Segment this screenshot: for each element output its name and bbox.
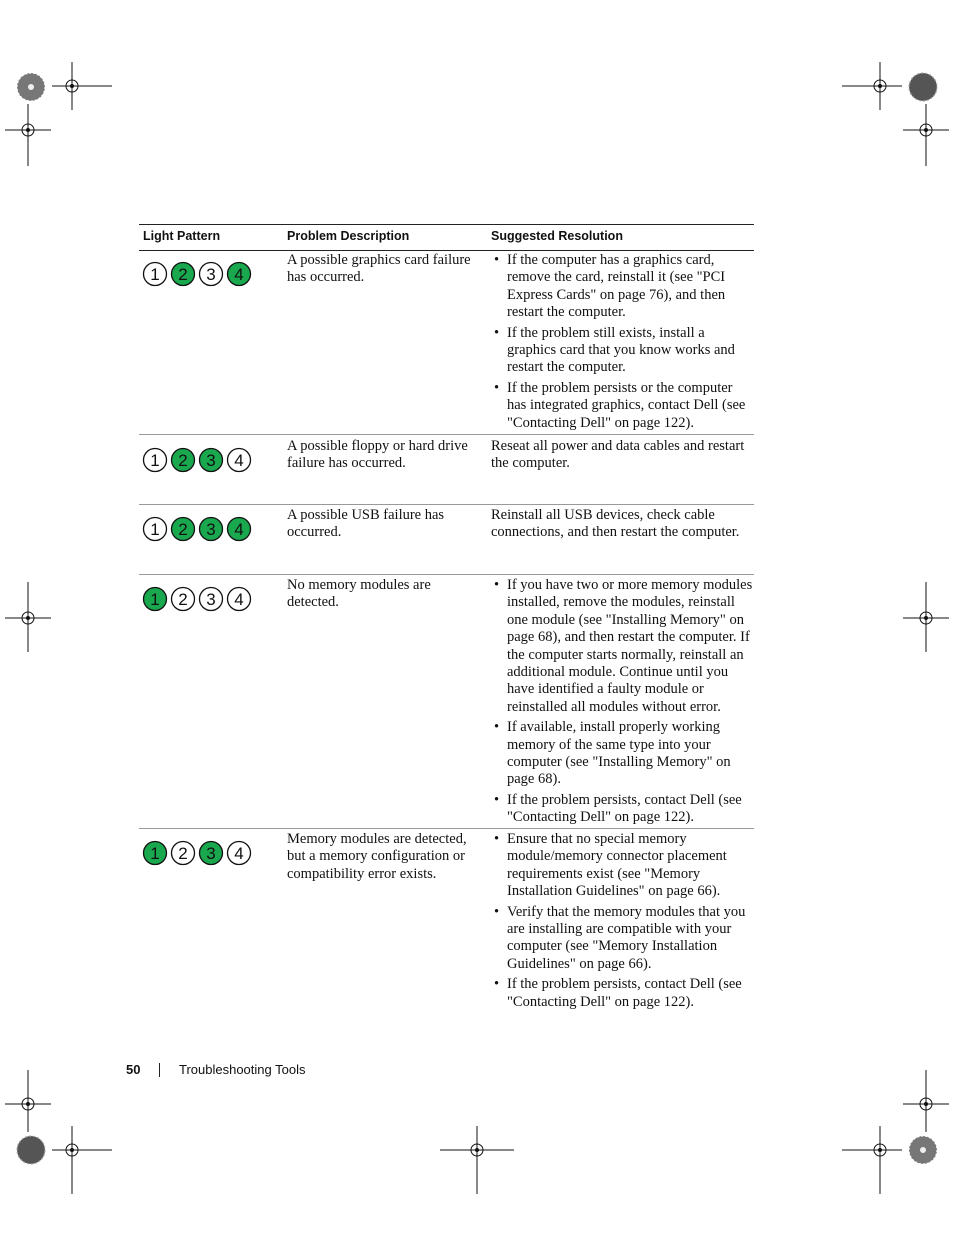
resolution-item: • Verify that the memory modules that you are installing are compatible with your computer (see "Memory Installation Guidelines" on page 66). — [491, 904, 753, 974]
light-pattern-svg — [142, 840, 254, 866]
crosshair-mark — [5, 104, 51, 166]
table-row — [139, 576, 754, 827]
resolution-list — [491, 577, 753, 827]
registration-mark — [906, 70, 940, 104]
crosshair-mark — [52, 1126, 112, 1194]
row-divider — [139, 434, 754, 435]
light-pattern-svg — [142, 447, 254, 473]
suggested-resolution — [491, 577, 753, 830]
column-header-light-pattern: Light Pattern — [143, 229, 221, 243]
diagnostic-light-2-on — [172, 518, 195, 541]
light-number: 4 — [234, 520, 244, 539]
light-number: 3 — [206, 520, 216, 539]
crosshair-mark — [903, 104, 949, 166]
light-pattern-svg — [142, 516, 254, 542]
table-row — [139, 437, 754, 503]
column-header-problem-description: Problem Description — [287, 229, 410, 243]
diagnostic-light-4-off — [228, 449, 251, 472]
diagnostic-light-1-off — [144, 518, 167, 541]
resolution-item: • If you have two or more memory modules installed, remove the modules, reinstall one module (see "Installing Memory" on page 68), and then restart the computer. If the computer starts normally, reinstall an additional module. Continue until you have identified a faulty module or reinstalled all modules without error. — [491, 577, 753, 716]
crosshair-mark — [842, 62, 902, 110]
problem-description: No memory modules are detected. — [287, 577, 431, 611]
table-header — [139, 224, 754, 251]
resolution-item: • If the problem persists or the computer has integrated graphics, contact Dell (see "Contacting Dell" on page 122). — [491, 380, 753, 432]
registration-mark — [906, 1133, 940, 1167]
resolution-list — [491, 831, 753, 1011]
crosshair-mark — [440, 1126, 514, 1194]
light-number: 2 — [178, 590, 188, 609]
light-number: 3 — [206, 265, 216, 284]
column-header-suggested-resolution: Suggested Resolution — [491, 229, 623, 243]
diagnostic-light-3-on — [200, 842, 223, 865]
light-number: 1 — [150, 520, 160, 539]
light-number: 1 — [150, 590, 160, 609]
diagnostic-light-4-off — [228, 842, 251, 865]
light-pattern — [142, 586, 254, 612]
diagnostic-light-4-on — [228, 263, 251, 286]
light-number: 3 — [206, 451, 216, 470]
diagnostic-light-1-on — [144, 842, 167, 865]
crosshair-mark — [842, 1126, 902, 1194]
diagnostic-light-4-off — [228, 588, 251, 611]
diagnostic-light-1-off — [144, 449, 167, 472]
row-divider — [139, 828, 754, 829]
diagnostic-light-3-on — [200, 518, 223, 541]
problem-description: A possible graphics card failure has occurred. — [287, 252, 471, 286]
light-number: 3 — [206, 844, 216, 863]
problem-description: Memory modules are detected, but a memory configuration or compatibility error exists. — [287, 831, 467, 882]
diagnostic-light-3-on — [200, 449, 223, 472]
registration-mark — [14, 70, 48, 104]
resolution-item: • If the problem still exists, install a graphics card that you know works and restart the computer. — [491, 325, 753, 377]
diagnostic-light-1-on — [144, 588, 167, 611]
crosshair-mark — [52, 62, 112, 110]
suggested-resolution — [491, 252, 753, 435]
page-number: 50 — [126, 1062, 141, 1077]
row-divider — [139, 574, 754, 575]
suggested-resolution: Reseat all power and data cables and restart the computer. — [491, 438, 745, 472]
crosshair-mark — [903, 582, 949, 652]
suggested-resolution: Reinstall all USB devices, check cable connections, and then restart the computer. — [491, 507, 740, 541]
light-number: 2 — [178, 265, 188, 284]
light-number: 4 — [234, 590, 244, 609]
footer-section-title: Troubleshooting Tools — [179, 1062, 306, 1077]
problem-description: A possible USB failure has occurred. — [287, 507, 445, 541]
problem-description: A possible floppy or hard drive failure has occurred. — [287, 438, 468, 472]
crosshair-mark — [5, 1070, 51, 1132]
registration-mark — [14, 1133, 48, 1167]
diagnostic-light-2-on — [172, 449, 195, 472]
diagnostic-light-1-off — [144, 263, 167, 286]
light-number: 1 — [150, 265, 160, 284]
light-number: 4 — [234, 844, 244, 863]
resolution-item: • If the problem persists, contact Dell (see "Contacting Dell" on page 122). — [491, 792, 753, 827]
diagnostic-light-3-off — [200, 588, 223, 611]
crosshair-mark — [903, 1070, 949, 1132]
diagnostic-light-3-off — [200, 263, 223, 286]
light-number: 4 — [234, 451, 244, 470]
footer-divider — [159, 1063, 160, 1077]
resolution-item: • If available, install properly working memory of the same type into your computer (see "Installing Memory" on page 68). — [491, 719, 753, 789]
diagnostic-light-4-on — [228, 518, 251, 541]
diagnostic-light-2-off — [172, 588, 195, 611]
table-row — [139, 251, 754, 433]
table-row — [139, 830, 754, 1020]
table-row — [139, 506, 754, 573]
resolution-item: • Ensure that no special memory module/memory connector placement requirements exist (see "Memory Installation Guidelines" on page 66). — [491, 831, 753, 901]
diagnostic-light-2-off — [172, 842, 195, 865]
light-number: 2 — [178, 451, 188, 470]
light-pattern — [142, 840, 254, 866]
diagnostic-light-2-on — [172, 263, 195, 286]
resolution-item: • If the problem persists, contact Dell (see "Contacting Dell" on page 122). — [491, 976, 753, 1011]
light-pattern-svg — [142, 261, 254, 287]
light-pattern — [142, 516, 254, 542]
resolution-list — [491, 252, 753, 432]
crosshair-mark — [5, 582, 51, 652]
light-number: 2 — [178, 844, 188, 863]
light-number: 1 — [150, 844, 160, 863]
light-pattern — [142, 261, 254, 287]
light-number: 1 — [150, 451, 160, 470]
suggested-resolution — [491, 831, 753, 1014]
resolution-item: • If the computer has a graphics card, remove the card, reinstall it (see "PCI Express Cards" on page 76), and then restart the computer. — [491, 252, 753, 322]
light-pattern — [142, 447, 254, 473]
light-number: 4 — [234, 265, 244, 284]
light-pattern-svg — [142, 586, 254, 612]
row-divider — [139, 504, 754, 505]
light-number: 3 — [206, 590, 216, 609]
light-number: 2 — [178, 520, 188, 539]
